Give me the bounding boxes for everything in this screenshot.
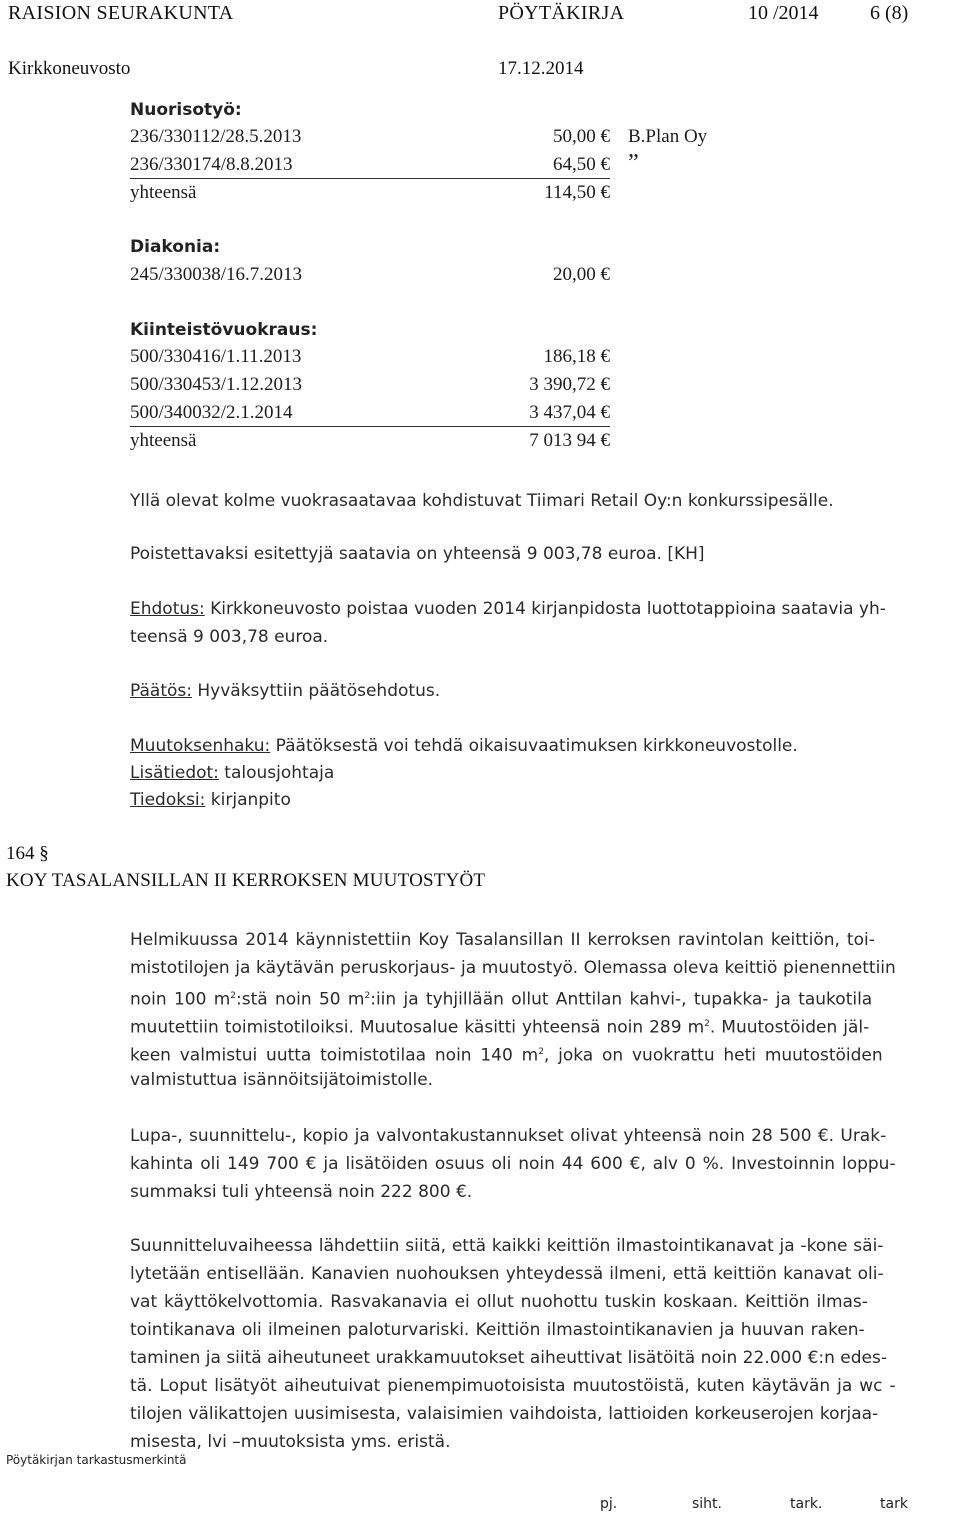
superscript: 2 bbox=[704, 1019, 710, 1029]
footer-siht: siht. bbox=[692, 1496, 722, 1512]
proposal-line bbox=[130, 595, 886, 623]
ledger-ref: 245/330038/16.7.2013 bbox=[130, 264, 303, 285]
footer-tark-2: tark bbox=[880, 1496, 908, 1512]
ledger-total-row bbox=[130, 182, 610, 209]
body-line: tointikanava oli ilmeinen paloturvariski. Keittiön ilmastointikanavien ja huuvan raken- bbox=[130, 1320, 865, 1340]
total-label: yhteensä bbox=[130, 182, 197, 203]
notify-line bbox=[130, 786, 291, 814]
body-line: vat käyttökelvottomia. Rasvakanavia ei ollut nuohottu tuskin koskaan. Keittiön ilmas- bbox=[130, 1292, 868, 1312]
ledger-row bbox=[130, 154, 610, 179]
proposal-text: Kirkkoneuvosto poistaa vuoden 2014 kirjanpidosta luottotappioina saatavia yh- bbox=[204, 599, 886, 619]
text-run: noin 100 m bbox=[130, 989, 231, 1010]
body-line: kahinta oli 149 700 € ja lisätöiden osuus oli noin 44 600 €, alv 0 %. Investoinnin loppu- bbox=[130, 1154, 896, 1174]
ledger-row bbox=[130, 374, 610, 401]
body-line: mistotilojen ja käytävän peruskorjaus- ja muutostyö. Olemassa oleva keittiö pienennettiin bbox=[130, 958, 896, 978]
body-line: taminen ja siitä aiheutuneet urakkamuutokset aiheuttivat lisätöitä noin 22.000 €:n edes- bbox=[130, 1348, 887, 1368]
body-name: Kirkkoneuvosto bbox=[8, 58, 131, 79]
body-line: tä. Loput lisätyöt aiheutuivat pienempimuotoisista muutostöistä, kuten käytävän ja wc - bbox=[130, 1376, 896, 1396]
ledger-ref: 500/330453/1.12.2013 bbox=[130, 374, 303, 395]
ledger-ref: 500/340032/2.1.2014 bbox=[130, 402, 293, 423]
ledger-total-row bbox=[130, 430, 610, 457]
ledger-note: B.Plan Oy bbox=[628, 126, 708, 147]
body-line: Helmikuussa 2014 käynnistettiin Koy Tasalansillan II kerroksen ravintolan keittiön, toi- bbox=[130, 930, 875, 950]
info-label: Lisätiedot: bbox=[130, 763, 219, 783]
decision-label: Päätös: bbox=[130, 681, 192, 701]
body-line bbox=[130, 1010, 869, 1042]
ledger-row bbox=[130, 126, 610, 153]
body-line: lytetään entisellään. Kanavien nuohouksen yhteydessä ilmeni, että keittiön kanavat oli- bbox=[130, 1264, 884, 1284]
appeal-label: Muutoksenhaku: bbox=[130, 736, 271, 756]
ledger-amount: 50,00 € bbox=[553, 126, 610, 147]
appeal-line bbox=[130, 732, 798, 760]
ledger-amount: 186,18 € bbox=[543, 346, 610, 367]
organization-name: RAISION SEURAKUNTA bbox=[8, 2, 234, 24]
kiinteisto-heading: Kiinteistövuokraus: bbox=[130, 320, 318, 340]
total-label: yhteensä bbox=[130, 430, 197, 451]
document-number: 10 /2014 bbox=[748, 2, 819, 24]
ledger-ref: 500/330416/1.11.2013 bbox=[130, 346, 302, 367]
superscript: 2 bbox=[538, 1047, 544, 1057]
proposal-label: Ehdotus: bbox=[130, 599, 205, 619]
section-title: KOY TASALANSILLAN II KERROKSEN MUUTOSTYÖT bbox=[6, 870, 486, 891]
page-number: 6 (8) bbox=[870, 2, 909, 24]
body-line: misesta, lvi –muutoksista yms. eristä. bbox=[130, 1432, 451, 1452]
footer-pj: pj. bbox=[600, 1496, 618, 1512]
decision-line bbox=[130, 677, 440, 705]
body-line: tilojen välikattojen uusimisesta, valaisimien vaihdoista, lattioiden korkeuserojen korjaa- bbox=[130, 1404, 879, 1424]
text-run: . Muutostöiden jäl- bbox=[709, 1017, 870, 1038]
receivables-note: Yllä olevat kolme vuokrasaatavaa kohdistuvat Tiimari Retail Oy:n konkurssipesälle. bbox=[130, 491, 834, 511]
writeoff-total: Poistettavaksi esitettyjä saatavia on yhteensä 9 003,78 euroa. [KH] bbox=[130, 544, 705, 564]
info-line bbox=[130, 759, 334, 787]
ledger-row bbox=[130, 402, 610, 427]
info-text: talousjohtaja bbox=[218, 763, 335, 783]
notify-text: kirjanpito bbox=[205, 790, 291, 810]
superscript: 2 bbox=[364, 991, 371, 1001]
ledger-ref: 236/330112/28.5.2013 bbox=[130, 126, 302, 147]
ledger-ref: 236/330174/8.8.2013 bbox=[130, 154, 293, 175]
ledger-amount: 3 390,72 € bbox=[529, 374, 610, 395]
ledger-row bbox=[130, 346, 610, 373]
text-run: :iin ja tyhjillään ollut Anttilan kahvi-, tupakka- ja taukotila bbox=[370, 989, 873, 1010]
ditto-mark: ” bbox=[628, 150, 639, 176]
nuorisotyo-heading: Nuorisotyö: bbox=[130, 100, 242, 120]
total-amount: 7 013 94 € bbox=[529, 430, 610, 451]
body-line bbox=[130, 1038, 883, 1070]
diakonia-heading: Diakonia: bbox=[130, 237, 221, 257]
ledger-row bbox=[130, 264, 610, 291]
footer-label: Pöytäkirjan tarkastusmerkintä bbox=[6, 1453, 187, 1467]
body-line: valmistuttua isännöitsijätoimistolle. bbox=[130, 1070, 434, 1090]
body-line: Lupa-, suunnittelu-, kopio ja valvontakustannukset olivat yhteensä noin 28 500 €. Urak- bbox=[130, 1126, 887, 1146]
ledger-amount: 20,00 € bbox=[553, 264, 610, 285]
meeting-date: 17.12.2014 bbox=[498, 58, 584, 79]
total-amount: 114,50 € bbox=[544, 182, 610, 203]
ledger-amount: 64,50 € bbox=[553, 154, 610, 175]
text-run: , joka on vuokrattu heti muutostöiden bbox=[543, 1045, 883, 1066]
text-run: :stä noin 50 m bbox=[236, 989, 365, 1010]
body-line: summaksi tuli yhteensä noin 222 800 €. bbox=[130, 1182, 473, 1202]
body-line bbox=[130, 982, 872, 1014]
notify-label: Tiedoksi: bbox=[130, 790, 206, 810]
document-type: PÖYTÄKIRJA bbox=[498, 2, 625, 24]
footer-tark-1: tark. bbox=[790, 1496, 823, 1512]
ledger-amount: 3 437,04 € bbox=[529, 402, 610, 423]
text-run: keen valmistui uutta toimistotilaa noin 140 m bbox=[130, 1045, 539, 1066]
body-line: Suunnitteluvaiheessa lähdettiin siitä, että kaikki keittiön ilmastointikanavat ja -kone säi- bbox=[130, 1236, 884, 1256]
text-run: muutettiin toimistotiloiksi. Muutosalue käsitti yhteensä noin 289 m bbox=[130, 1017, 705, 1038]
appeal-text: Päätöksestä voi tehdä oikaisuvaatimuksen kirkkoneuvostolle. bbox=[270, 736, 798, 756]
superscript: 2 bbox=[230, 991, 237, 1001]
proposal-line-2: teensä 9 003,78 euroa. bbox=[130, 627, 329, 647]
decision-text: Hyväksyttiin päätösehdotus. bbox=[191, 681, 441, 701]
section-number: 164 § bbox=[6, 843, 49, 864]
